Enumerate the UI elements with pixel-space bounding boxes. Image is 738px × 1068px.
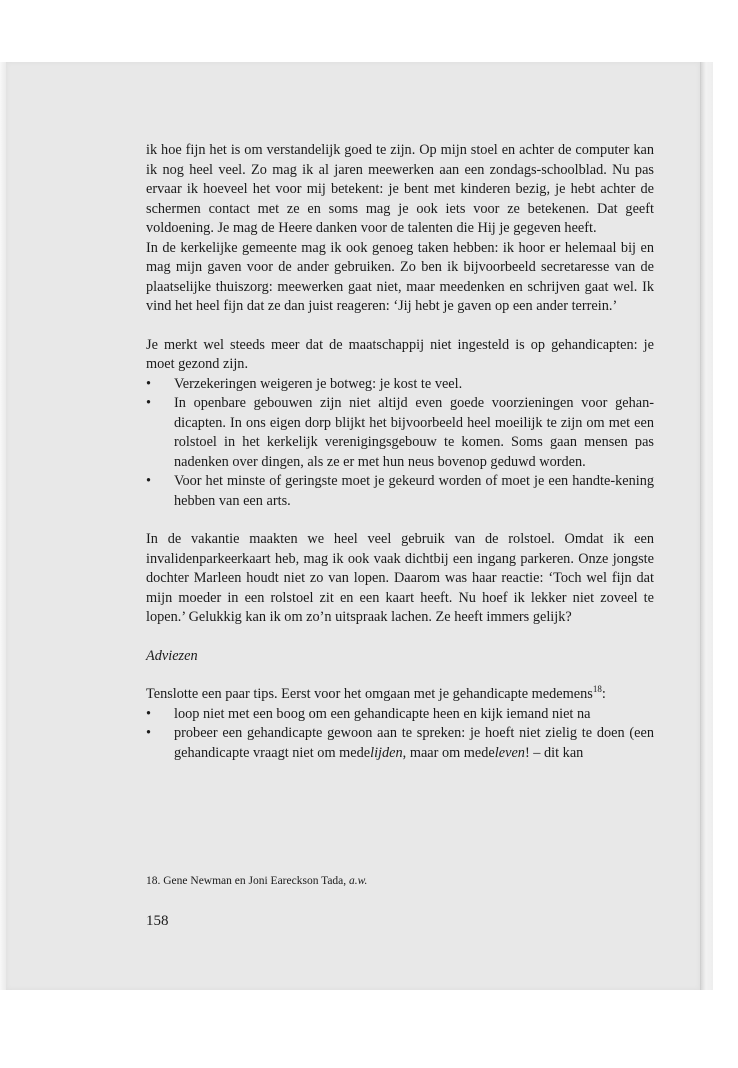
bullet-list-2 <box>146 705 654 764</box>
bullet-icon: • <box>146 725 152 741</box>
list-item-text-part: , maar om mede <box>402 744 495 761</box>
paragraph-3: Je merkt wel steeds meer dat de maatschappij niet ingesteld is op gehandicapten: je moet gezond zijn. <box>146 336 654 372</box>
footnote-source: a.w. <box>349 875 368 887</box>
paragraph-1: ik hoe fijn het is om verstandelijk goed te zijn. Op mijn stoel en achter de computer kan ik nog heel veel. Zo mag ik al jaren meewerken aan een zondags-schoolblad. Nu pas ervaar ik hoeveel het voor mij betekent: je bent met kinderen bezig, je hebt achter de schermen contact met ze en soms mag je ook iets voor ze betekenen. Dat geeft voldoening. Je mag de Heere danken voor de talenten die Hij je gegeven heeft. <box>146 142 654 236</box>
list-item-text: Voor het minste of geringste moet je gekeurd worden of moet je een handte-kening hebben van een arts. <box>174 473 654 509</box>
list-item-text-part: ! – dit kan <box>524 744 584 761</box>
paragraph-4: In de vakantie maakten we heel veel gebruik van de rolstoel. Omdat ik een invalidenparkeerkaart heb, mag ik ook vaak dichtbij een ingang parkeren. Onze jongste dochter Marleen houdt niet zo van lopen. Daarom was haar reactie: ‘Toch wel fijn dat mijn moeder in een rolstoel zit en een kaart heeft. Nu hoef ik lekker niet zoveel te lopen.’ Gelukkig kan ik om zo’n uitspraak lachen. Ze heeft immers gelijk? <box>146 531 654 625</box>
bullet-icon: • <box>146 473 152 489</box>
page-edge <box>700 62 713 990</box>
bullet-icon: • <box>146 395 152 411</box>
list-item-text <box>174 725 654 761</box>
list-item <box>146 375 654 395</box>
paragraph-5-end: : <box>601 686 606 702</box>
emphasis: lijden <box>370 744 403 761</box>
footnote-number: 18. <box>146 875 161 887</box>
bullet-icon: • <box>146 705 152 722</box>
paragraph-2: In de kerkelijke gemeente mag ik ook genoeg taken hebben: ik hoor er helemaal bij en mag mijn gaven voor de ander gebruiken. Zo ben ik bijvoorbeeld secretaresse van de plaatselijke thuiszorg: meewerken gaat niet, maar meedenken en schrijven gaat wel. Ik vind het heel fijn dat ze dan juist reageren: ‘Jij hebt je gaven op een ander terrein.’ <box>146 239 654 314</box>
page-body <box>146 141 654 763</box>
list-item-text: Verzekeringen weigeren je botweg: je kost te veel. <box>174 375 463 392</box>
emphasis: leven <box>494 744 525 761</box>
bullet-list-1 <box>146 375 654 512</box>
page-number: 158 <box>146 913 169 929</box>
list-item-text: loop niet met een boog om een gehandicapte heen en kijk iemand niet na <box>174 705 591 722</box>
list-item <box>146 394 654 472</box>
paragraph-5-text: Tenslotte een paar tips. Eerst voor het omgaan met je gehandicapte medemens <box>146 686 593 702</box>
section-heading: Adviezen <box>146 647 198 664</box>
bullet-icon: • <box>146 375 152 392</box>
list-item <box>146 472 654 511</box>
list-item-text: In openbare gebouwen zijn niet altijd even goede voorzieningen voor gehan-dicapten. In ons eigen dorp blijkt het bijvoorbeeld heel moeilijk te zijn om met een rolstoel in het kerkelijk verenigingsgebouw te komen. Soms gaan mensen pas nadenken over dingen, als ze er met hun neus bovenop geduwd worden. <box>174 395 654 470</box>
footnote-reference: 18 <box>592 684 602 694</box>
footnote-text: Gene Newman en Joni Eareckson Tada, <box>163 875 347 887</box>
list-item <box>146 724 654 763</box>
footnote <box>146 873 654 889</box>
paragraph-5 <box>146 685 654 705</box>
list-item-text-part: probeer een gehandicapte gewoon aan te spreken: je hoeft niet zielig te doen (een gehandicapte vraagt niet om mede <box>174 725 654 761</box>
list-item <box>146 705 654 725</box>
